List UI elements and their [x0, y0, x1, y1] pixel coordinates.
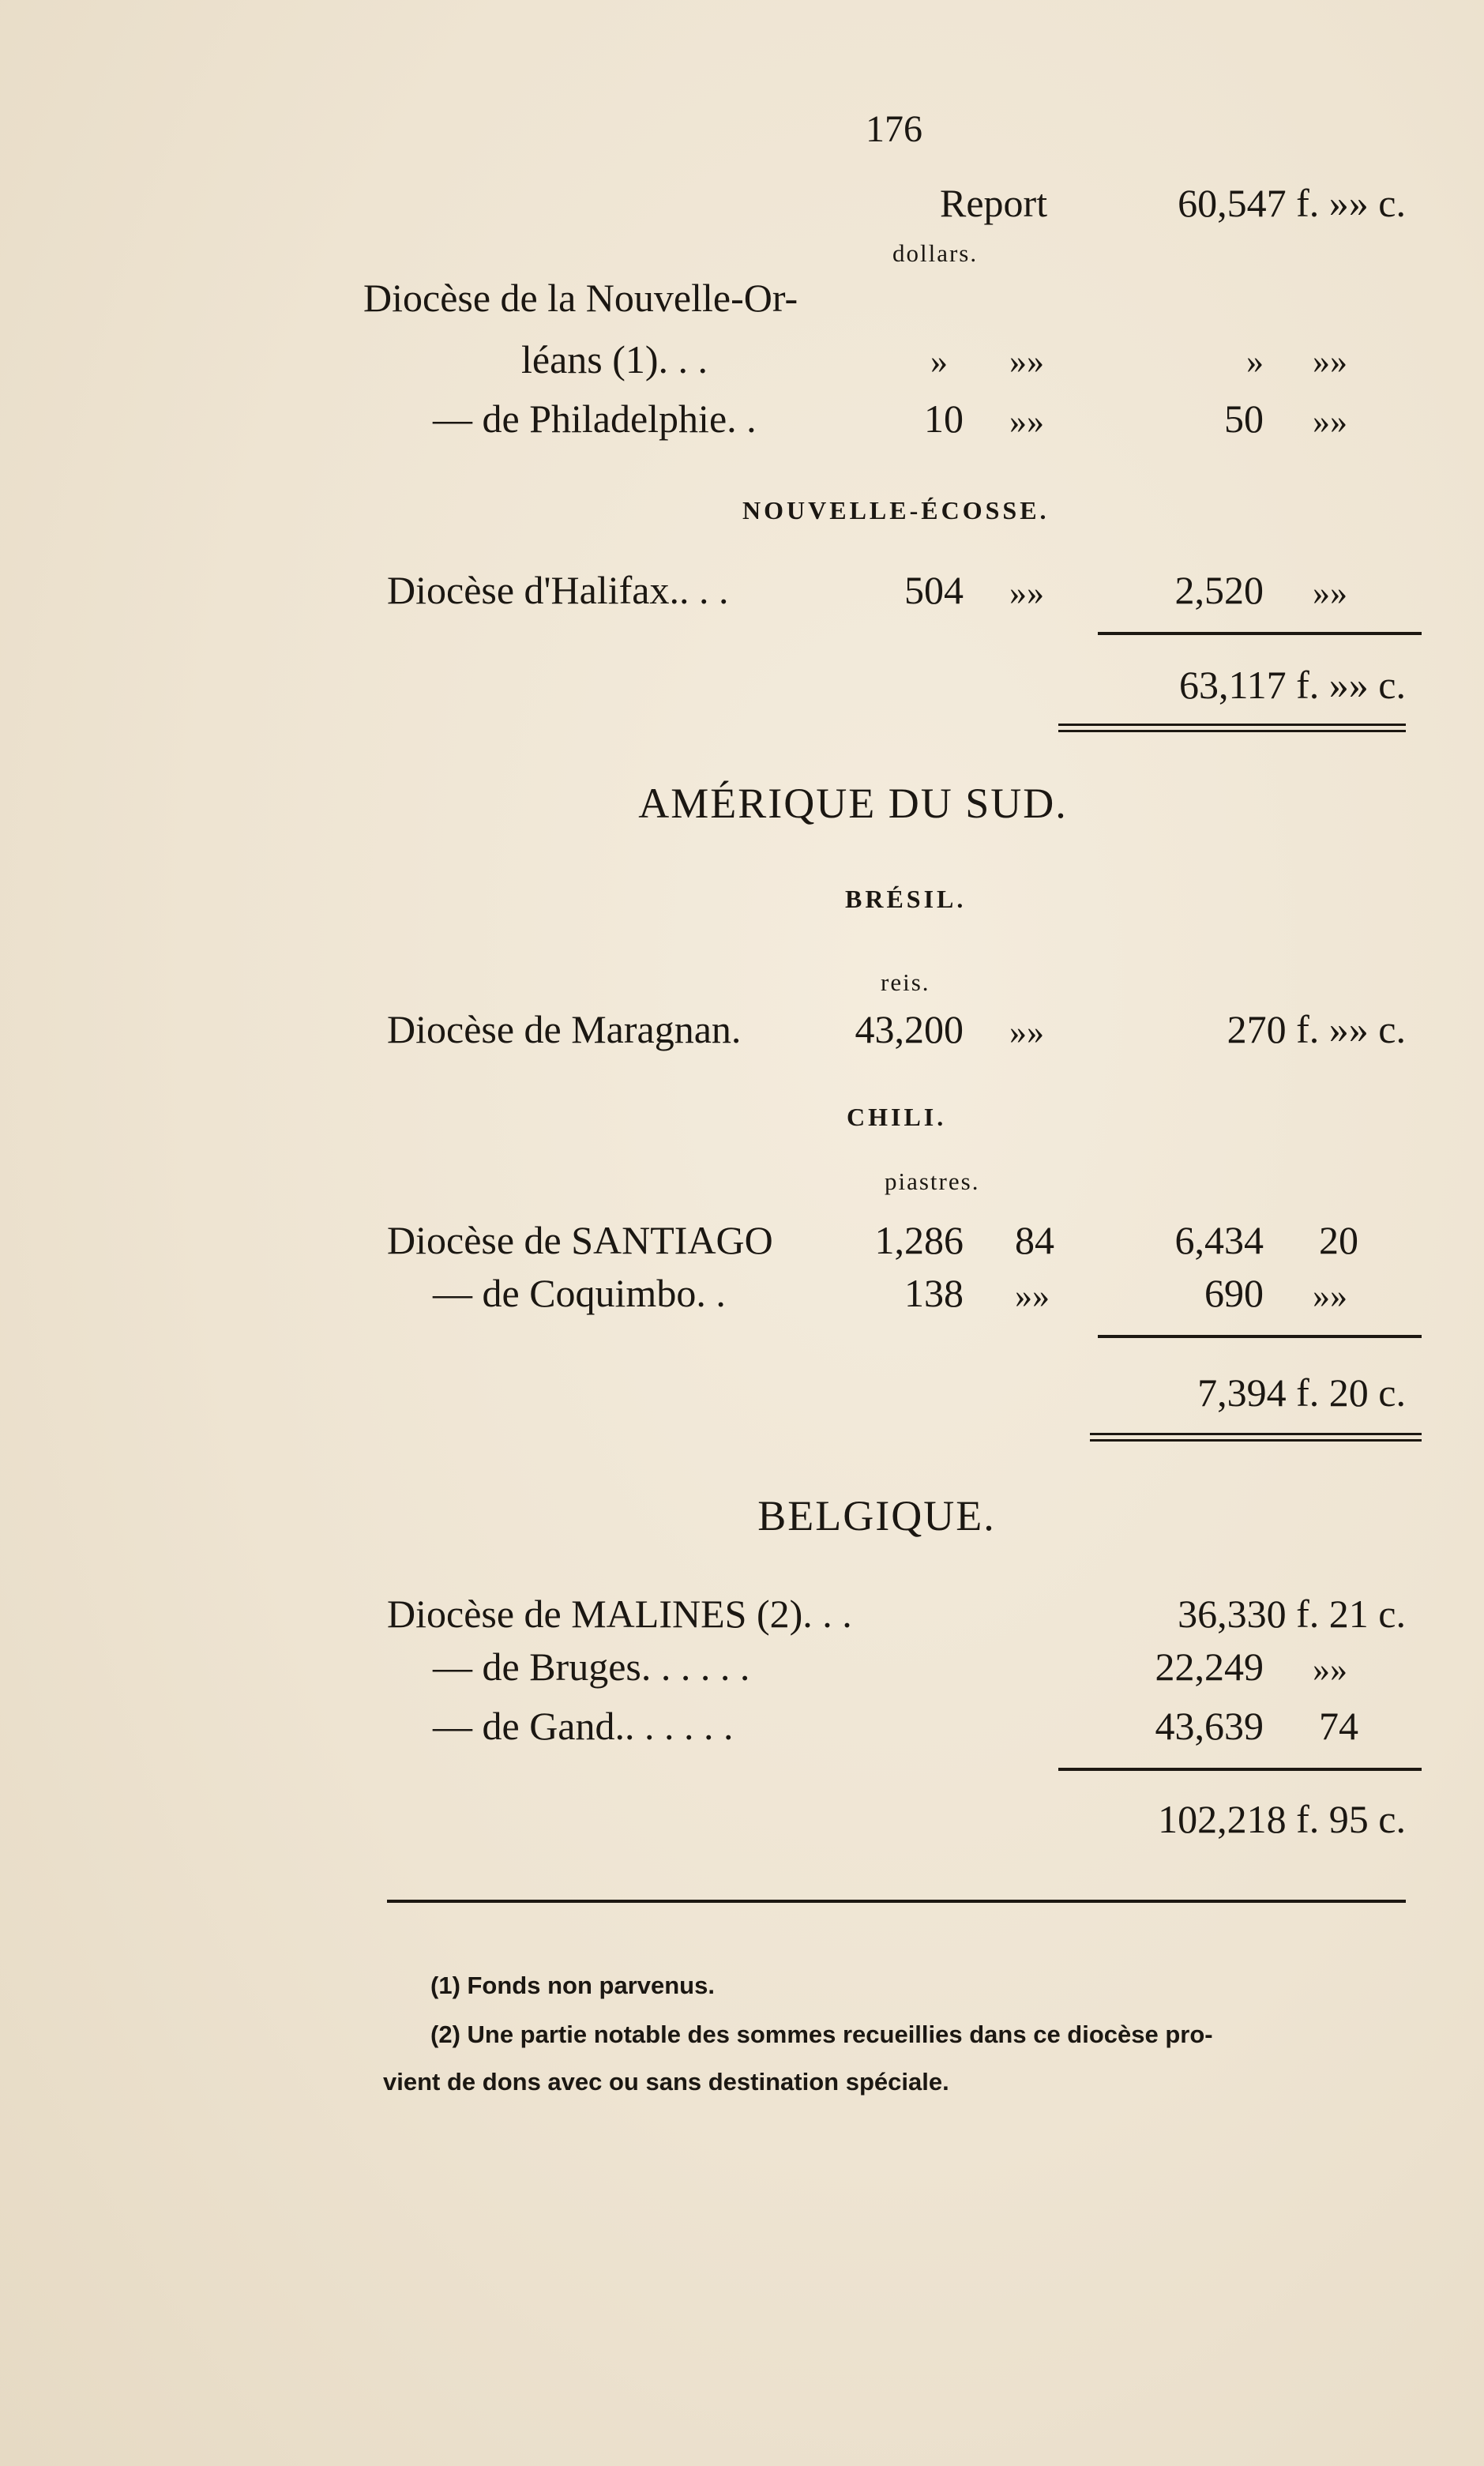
- row-qty: 1,286: [874, 1218, 964, 1262]
- row-qty: »: [930, 342, 948, 381]
- row-qty-frac: »»: [1009, 1013, 1044, 1051]
- section-heading-amerique-du-sud: AMÉRIQUE DU SUD.: [638, 780, 1068, 827]
- row-name: Diocèse de Maragnan.: [387, 1007, 742, 1051]
- unit-piastres: piastres.: [885, 1167, 980, 1195]
- row-qty-frac: 84: [1015, 1218, 1054, 1262]
- row-name: — de Gand.. . . . . .: [433, 1704, 734, 1748]
- row-amount: 22,249: [1155, 1645, 1264, 1689]
- section-heading-belgique: BELGIQUE.: [757, 1492, 996, 1539]
- sum-rule: [1098, 1335, 1422, 1338]
- row-qty-frac: »»: [1009, 402, 1044, 441]
- double-rule-top: [1058, 724, 1406, 726]
- row-qty-frac: »»: [1015, 1276, 1050, 1315]
- row-amount-frac: »»: [1313, 342, 1347, 381]
- section-heading-nouvelle-ecosse: NOUVELLE-ÉCOSSE.: [742, 496, 1050, 524]
- sum-rule: [1098, 632, 1422, 635]
- row-qty-frac: »»: [1009, 342, 1044, 381]
- row-name: — de Philadelphie. .: [433, 397, 757, 441]
- row-name: Diocèse de SANTIAGO: [387, 1218, 773, 1262]
- unit-dollars: dollars.: [892, 239, 979, 267]
- row-amount-frac: »»: [1313, 1276, 1347, 1315]
- row-qty: 138: [904, 1271, 964, 1315]
- subtotal-north-america: 63,117 f. »» c.: [1179, 663, 1406, 707]
- unit-reis: reis.: [881, 968, 930, 996]
- row-name-line2: léans (1). . .: [521, 337, 708, 382]
- row-amount: 690: [1204, 1271, 1264, 1315]
- row-amount-frac: »»: [1313, 1650, 1347, 1689]
- row-amount: »: [1246, 342, 1264, 381]
- row-qty-frac: »»: [1009, 573, 1044, 612]
- row-amount: 270 f. »» c.: [1227, 1007, 1406, 1051]
- row-amount-frac: 74: [1319, 1704, 1358, 1748]
- row-name-line1: Diocèse de la Nouvelle-Or-: [363, 276, 798, 320]
- section-heading-chili: CHILI.: [847, 1103, 947, 1131]
- double-rule-top: [1090, 1433, 1422, 1435]
- row-amount: 36,330 f. 21 c.: [1178, 1592, 1406, 1636]
- footnote-1: (1) Fonds non parvenus.: [430, 1972, 715, 1999]
- footnote-2-continued: vient de dons avec ou sans destination spéciale.: [383, 2068, 949, 2096]
- row-qty: 10: [924, 397, 964, 441]
- row-qty: 43,200: [855, 1007, 964, 1051]
- row-amount-frac: »»: [1313, 573, 1347, 612]
- subtotal-chili: 7,394 f. 20 c.: [1197, 1370, 1406, 1415]
- page-number: 176: [866, 108, 922, 150]
- section-heading-bresil: BRÉSIL.: [845, 885, 967, 913]
- row-amount: 2,520: [1174, 568, 1264, 612]
- page-end-rule: [387, 1900, 1406, 1903]
- double-rule-bottom: [1058, 730, 1406, 732]
- row-amount: 6,434: [1174, 1218, 1264, 1262]
- row-name: Diocèse de MALINES (2). . .: [387, 1592, 852, 1636]
- row-name: — de Bruges. . . . . .: [433, 1645, 750, 1689]
- row-amount-frac: 20: [1319, 1218, 1358, 1262]
- double-rule-bottom: [1090, 1439, 1422, 1442]
- row-name: — de Coquimbo. .: [433, 1271, 726, 1315]
- footnote-2: (2) Une partie notable des sommes recueillies dans ce diocèse pro-: [430, 2021, 1213, 2048]
- report-label: Report: [940, 181, 1048, 225]
- row-qty: 504: [904, 568, 964, 612]
- row-amount: 43,639: [1155, 1704, 1264, 1748]
- sum-rule: [1058, 1768, 1422, 1771]
- row-amount-frac: »»: [1313, 402, 1347, 441]
- subtotal-belgique: 102,218 f. 95 c.: [1158, 1797, 1406, 1841]
- row-amount: 50: [1224, 397, 1264, 441]
- row-name: Diocèse d'Halifax.. . .: [387, 568, 729, 612]
- report-amount: 60,547 f. »» c.: [1178, 181, 1406, 225]
